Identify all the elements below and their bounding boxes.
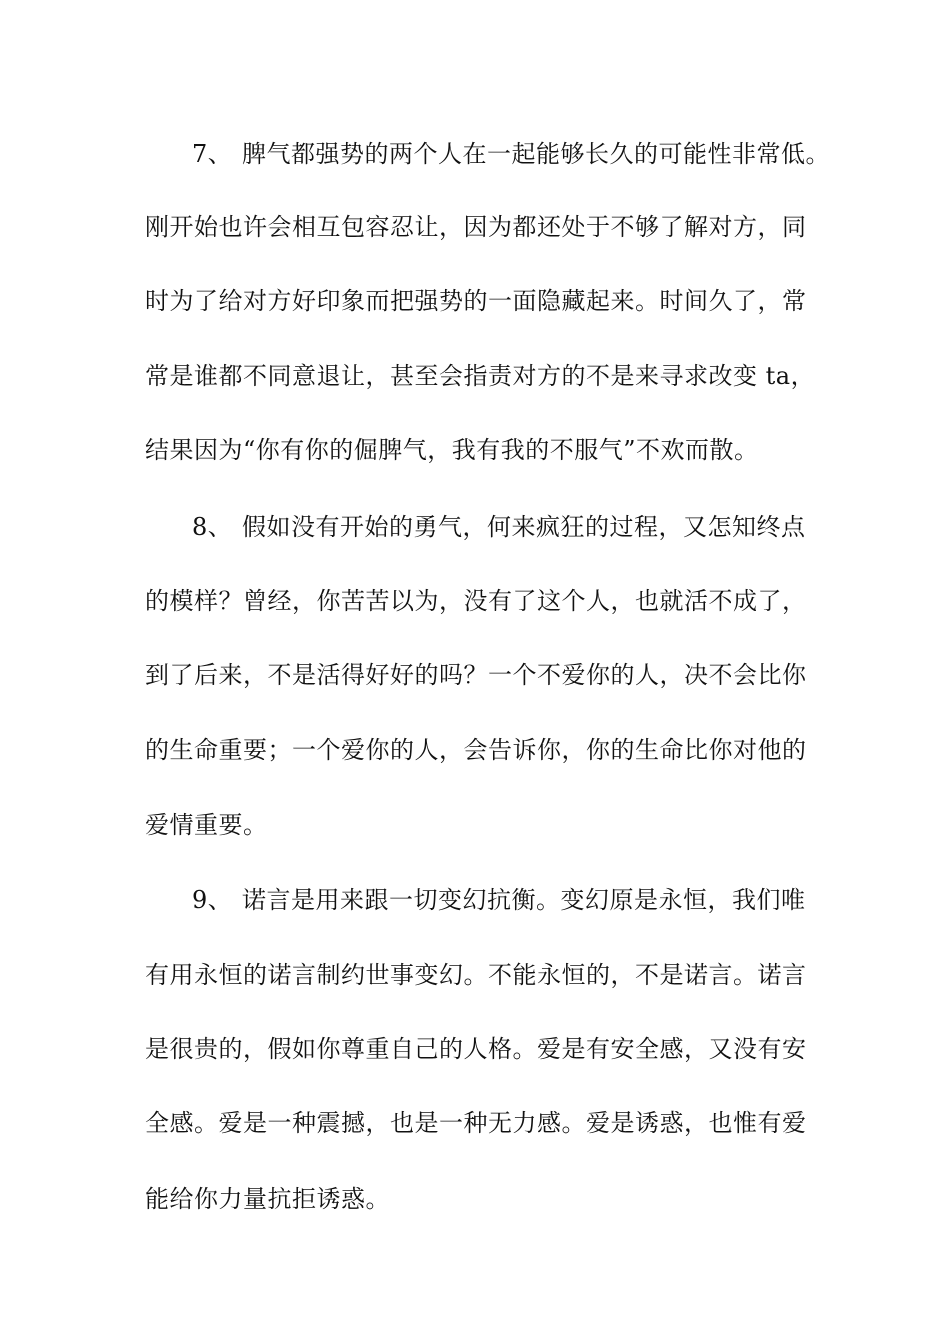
paragraph-7-number: 7、 [192, 140, 233, 168]
paragraph-7-line-1 [192, 139, 872, 169]
paragraph-8-line-2: 的模样？曾经，你苦苦以为，没有了这个人，也就活不成了， [145, 587, 807, 615]
paragraph-9-line-1 [192, 885, 872, 915]
paragraph-9-line-3: 是很贵的，假如你尊重自己的人格。爱是有安全感，又没有安 [145, 1035, 807, 1063]
paragraph-9-line-2: 有用永恒的诺言制约世事变幻。不能永恒的，不是诺言。诺言 [145, 961, 807, 989]
paragraph-8-line-1 [192, 512, 872, 542]
paragraph-9-text-1: 诺言是用来跟一切变幻抗衡。变幻原是永恒，我们唯 [242, 886, 806, 914]
paragraph-8-line-4: 的生命重要；一个爱你的人，会告诉你，你的生命比你对他的 [145, 736, 807, 764]
paragraph-7-line-5: 结果因为“你有你的倔脾气，我有我的不服气”不欢而散。 [145, 436, 759, 464]
paragraph-8-text-1: 假如没有开始的勇气，何来疯狂的过程，又怎知终点 [242, 513, 806, 541]
paragraph-7-text-1: 脾气都强势的两个人在一起能够长久的可能性非常低。 [242, 140, 830, 168]
paragraph-8-line-5: 爱情重要。 [145, 811, 268, 839]
paragraph-9-line-5: 能给你力量抗拒诱惑。 [145, 1185, 390, 1213]
paragraph-8-line-3: 到了后来，不是活得好好的吗？一个不爱你的人，决不会比你 [145, 661, 807, 689]
paragraph-7-line-3: 时为了给对方好印象而把强势的一面隐藏起来。时间久了，常 [145, 287, 807, 315]
paragraph-8-number: 8、 [192, 513, 233, 541]
paragraph-9-number: 9、 [192, 886, 233, 914]
paragraph-7-line-4: 常是谁都不同意退让，甚至会指责对方的不是来寻求改变 ta， [145, 362, 816, 390]
paragraph-9-line-4: 全感。爱是一种震撼，也是一种无力感。爱是诱惑，也惟有爱 [145, 1109, 807, 1137]
paragraph-7-line-2: 刚开始也许会相互包容忍让，因为都还处于不够了解对方，同 [145, 213, 807, 241]
